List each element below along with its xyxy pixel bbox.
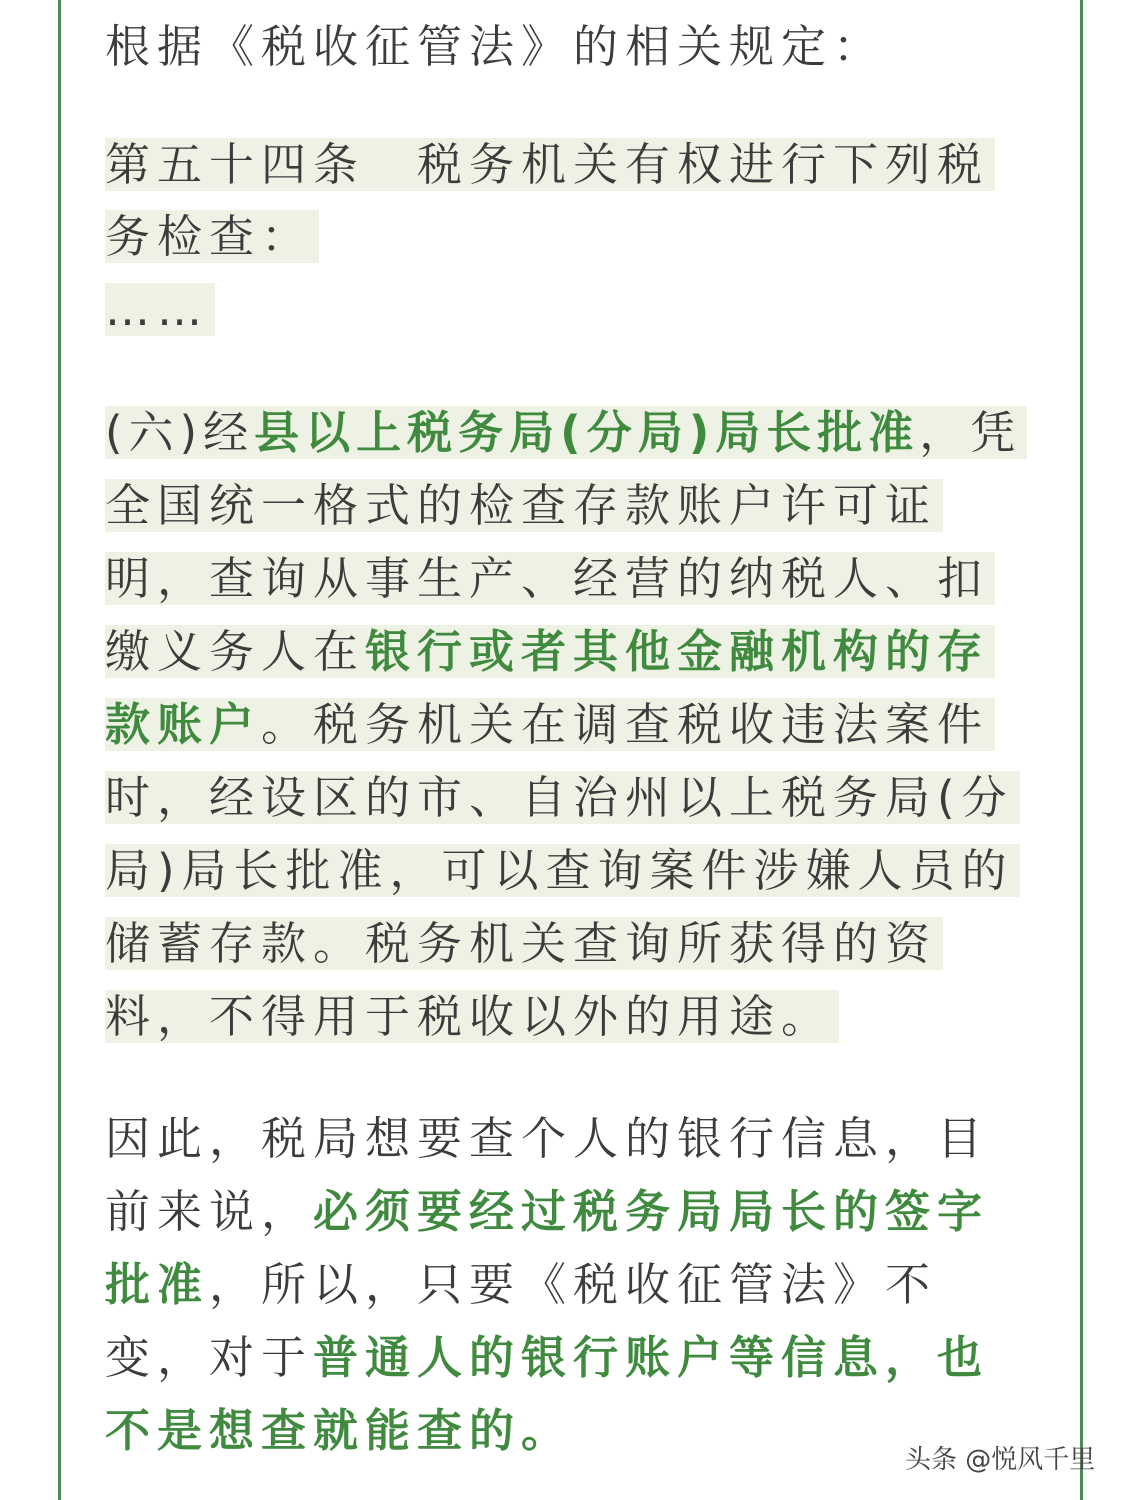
intro-line	[105, 18, 885, 76]
clause-emphasis: 银行或者其他金融机构的存	[365, 625, 990, 678]
watermark: 头条 @悦风千里	[905, 1445, 1096, 1475]
article-heading-line-2	[105, 208, 319, 266]
article-heading-line-1	[105, 136, 995, 194]
clause-text: 时，经设区的市、自治州以上税务局(分	[105, 771, 1020, 824]
clause-line	[105, 477, 943, 535]
left-border-line	[58, 0, 61, 1500]
clause-line	[105, 404, 1027, 462]
clause-text: ，凭	[919, 406, 1022, 459]
conclusion-emphasis: 普通人的银行账户等信息，也	[313, 1331, 990, 1384]
conclusion-line	[105, 1110, 989, 1168]
clause-text: 局)局长批准，可以查询案件涉嫌人员的	[105, 844, 1020, 897]
conclusion-line	[105, 1256, 937, 1314]
intro-text: 根据《税收征管法》的相关规定：	[105, 20, 886, 73]
clause-text: 。税务机关在调查税收违法案件	[261, 698, 990, 751]
clause-line	[105, 769, 1020, 827]
conclusion-line	[105, 1329, 989, 1387]
right-border-line	[1080, 0, 1083, 1500]
ellipsis-line	[105, 281, 215, 339]
clause-text: 缴义务人在	[105, 625, 366, 678]
conclusion-emphasis: 批准	[105, 1258, 210, 1311]
clause-segment	[105, 625, 995, 678]
clause-text: 料，不得用于税收以外的用途。	[105, 990, 839, 1043]
clause-line	[105, 550, 995, 608]
conclusion-emphasis: 不是想查就能查的。	[105, 1404, 574, 1457]
clause-text: 明，查询从事生产、经营的纳税人、扣	[105, 552, 995, 605]
clause-text: 储蓄存款。税务机关查询所获得的资	[105, 917, 943, 970]
clause-line	[105, 915, 943, 973]
article-heading-text: 第五十四条 税务机关有权进行下列税	[105, 138, 995, 191]
clause-text: 全国统一格式的检查存款账户许可证	[105, 479, 943, 532]
clause-line	[105, 696, 995, 754]
clause-emphasis: 县以上税务局(分局)局长批准	[254, 406, 920, 459]
article-heading-text: 务检查：	[105, 210, 319, 263]
clause-line	[105, 988, 839, 1046]
conclusion-text: 前来说，	[105, 1185, 314, 1238]
conclusion-line	[105, 1402, 573, 1460]
clause-segment	[105, 406, 1027, 459]
clause-emphasis: 款账户	[105, 698, 262, 751]
conclusion-text: 变，对于	[105, 1331, 314, 1384]
conclusion-emphasis: 必须要经过税务局局长的签字	[313, 1185, 990, 1238]
conclusion-line	[105, 1183, 989, 1241]
clause-line	[105, 842, 1020, 900]
conclusion-text: 因此，税局想要查个人的银行信息，目	[105, 1112, 990, 1165]
conclusion-text: ，所以，只要《税收征管法》不	[209, 1258, 938, 1311]
clause-text: (六)经	[105, 406, 255, 459]
clause-segment	[105, 698, 995, 751]
ellipsis-text: ……	[105, 283, 215, 336]
clause-line	[105, 623, 995, 681]
